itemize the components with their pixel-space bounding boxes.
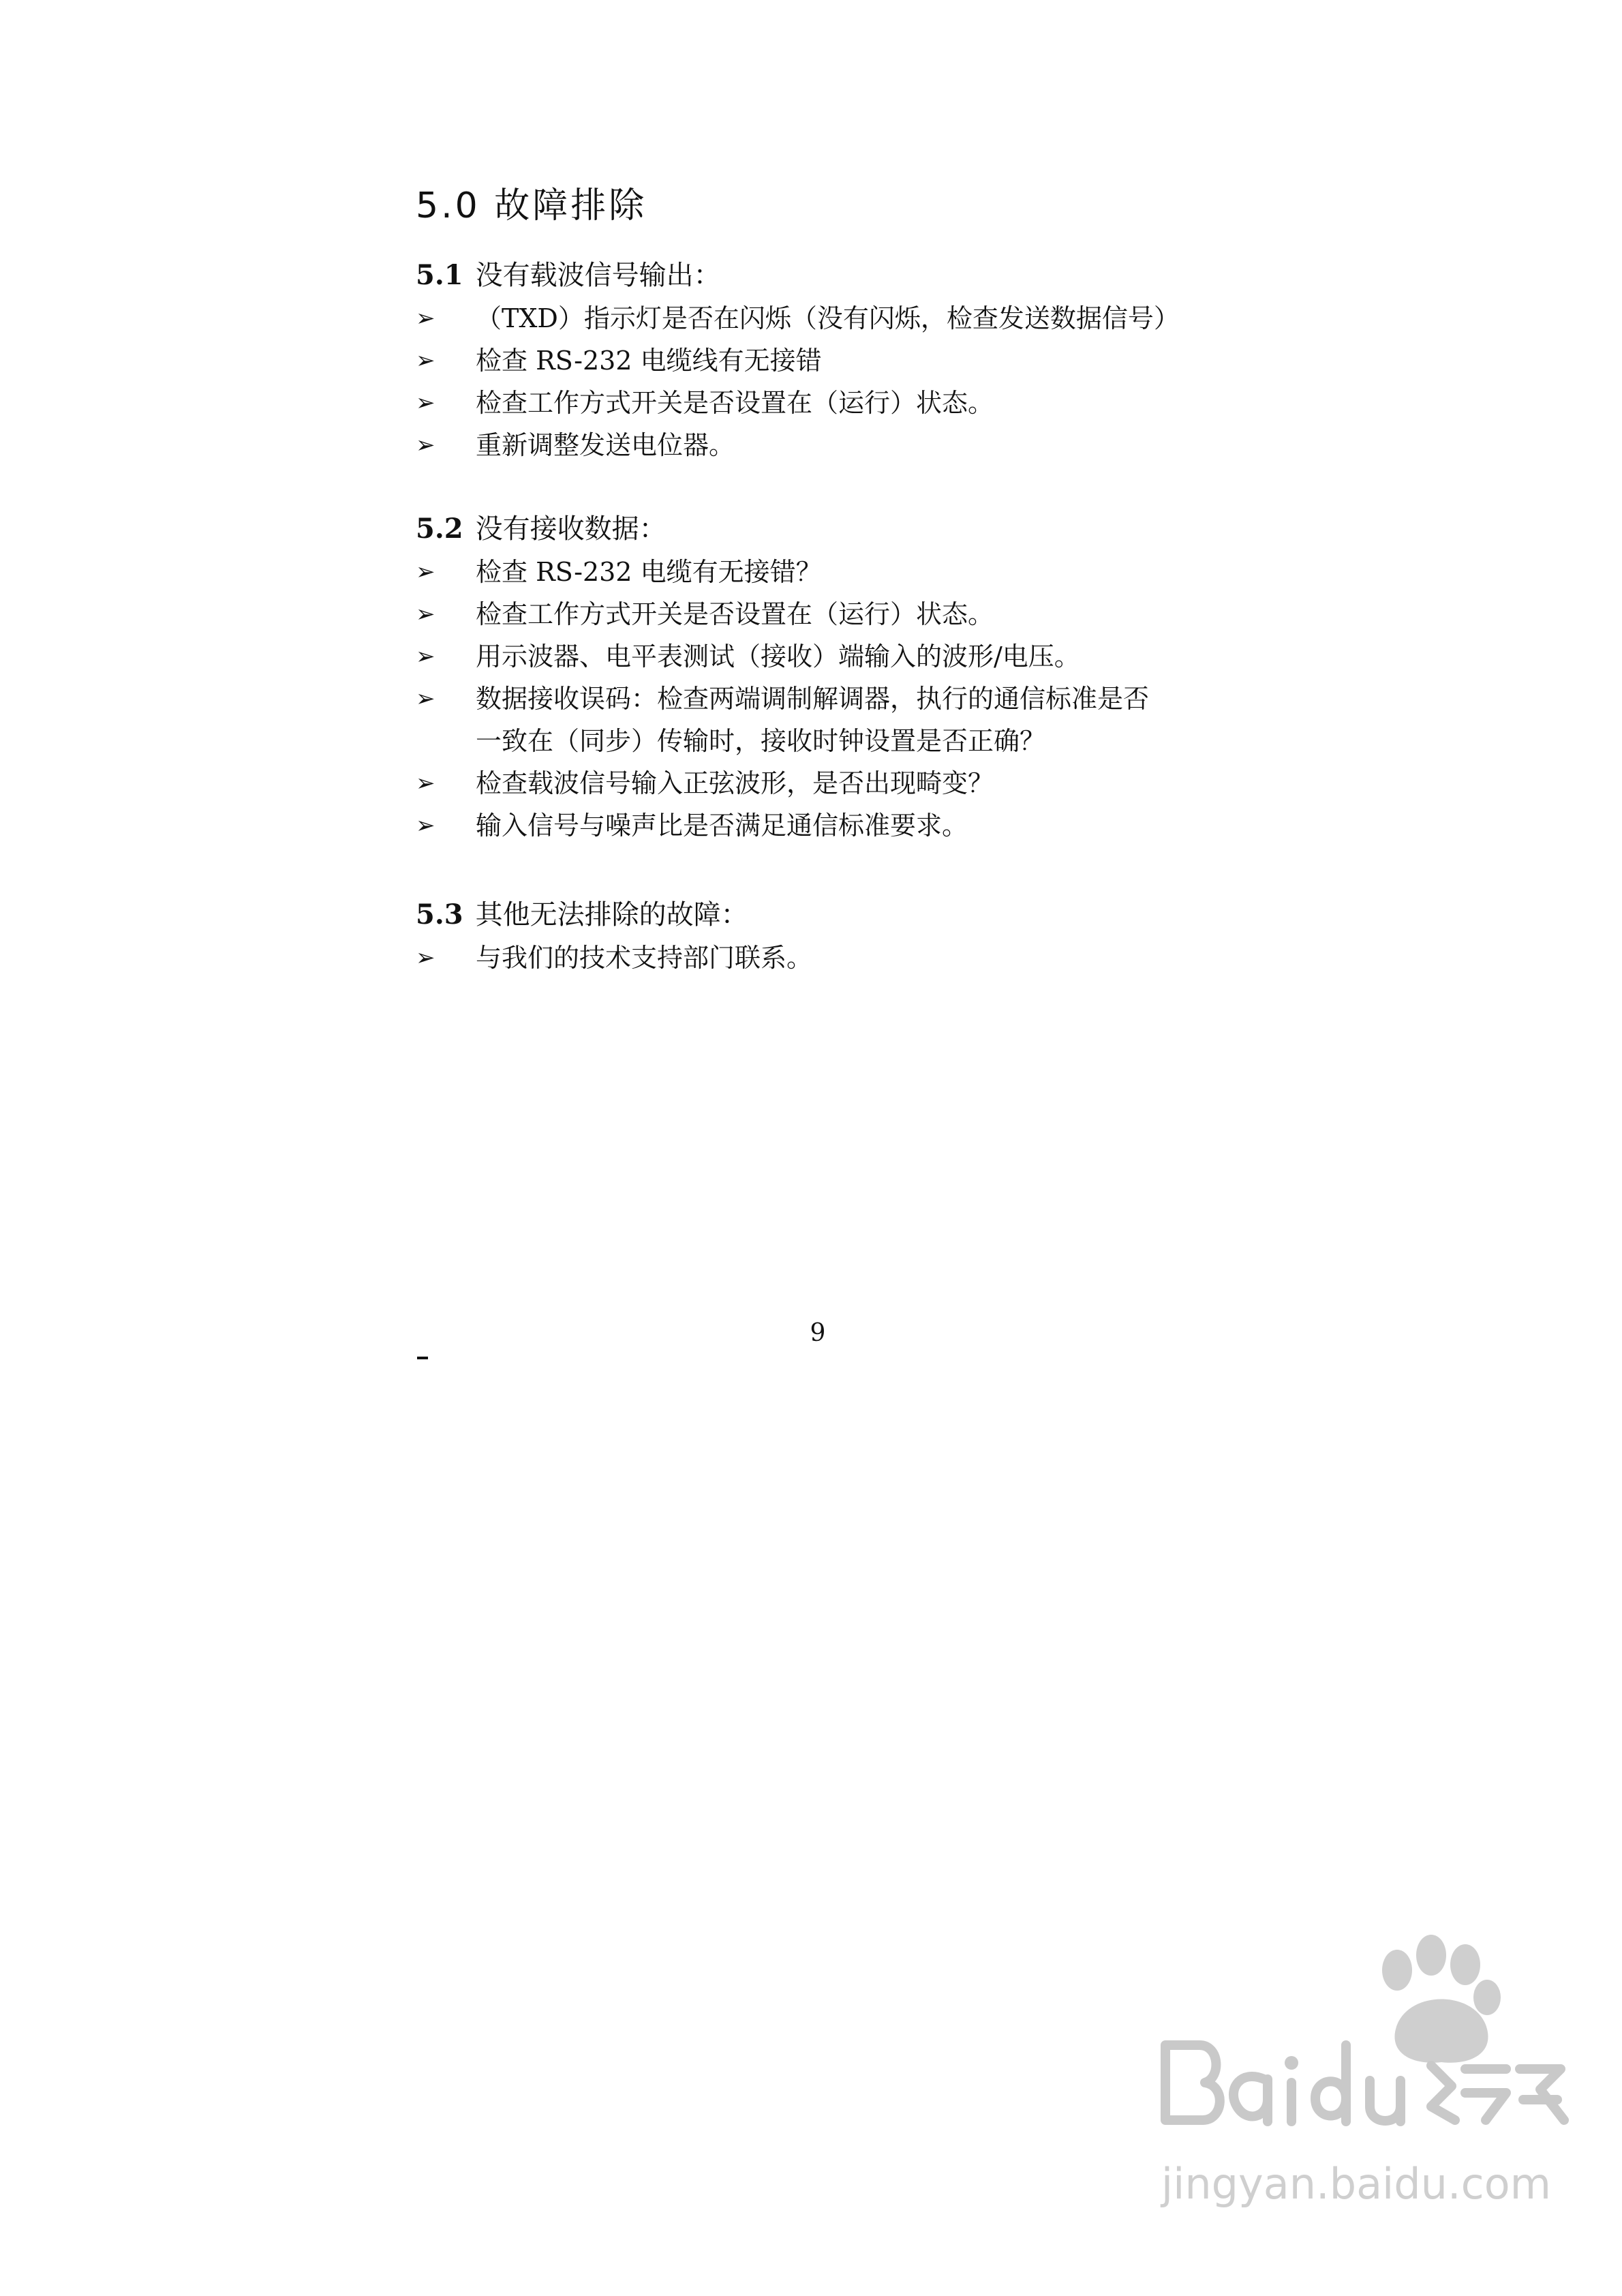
arrow-bullet-icon: ➢ xyxy=(416,770,435,797)
section-heading-text: 其他无法排除的故障： xyxy=(475,899,748,931)
list-item-text: 检查 RS-232 电缆线有无接错 xyxy=(476,346,822,376)
list-item xyxy=(416,762,1336,804)
list-item-text: 数据接收误码：检查两端调制解调器，执行的通信标准是否 一致在（同步）传输时，接收时钟设置是否正确？ xyxy=(476,684,1150,756)
list-item-text: 检查 RS-232 电缆有无接错？ xyxy=(476,557,822,587)
list-item xyxy=(416,551,1336,593)
section-5-1 xyxy=(416,254,1336,466)
section-number: 5.2 xyxy=(416,513,463,545)
list-item xyxy=(416,804,1336,847)
list-item xyxy=(416,678,1336,762)
list-item-text: （TXD）指示灯是否在闪烁（没有闪烁，检查发送数据信号） xyxy=(476,303,1180,333)
arrow-bullet-icon: ➢ xyxy=(416,601,435,628)
list-item xyxy=(416,635,1336,678)
list-item xyxy=(416,382,1336,424)
arrow-bullet-icon: ➢ xyxy=(416,643,435,670)
section-heading xyxy=(416,507,1336,551)
list-item-text: 重新调整发送电位器。 xyxy=(476,430,735,460)
list-item-text: 检查载波信号输入正弦波形，是否出现畸变？ xyxy=(476,768,994,798)
section-number: 5.1 xyxy=(416,259,463,291)
list-item xyxy=(416,339,1336,382)
section-heading-text: 没有载波信号输出： xyxy=(475,260,721,291)
page-number: 9 xyxy=(810,1319,826,1347)
baidu-jingyan-watermark-logo xyxy=(1152,1922,1588,2250)
list-item-text: 检查工作方式开关是否设置在（运行）状态。 xyxy=(476,599,994,629)
arrow-bullet-icon: ➢ xyxy=(416,812,435,839)
list-item-text: 检查工作方式开关是否设置在（运行）状态。 xyxy=(476,388,994,418)
troubleshooting-list xyxy=(416,937,1336,979)
section-heading-text: 没有接收数据： xyxy=(475,513,667,545)
arrow-bullet-icon: ➢ xyxy=(416,432,435,459)
section-5-3 xyxy=(416,893,1336,979)
arrow-bullet-icon: ➢ xyxy=(416,347,435,374)
section-heading xyxy=(416,254,1336,297)
section-heading xyxy=(416,893,1336,937)
list-item-text: 与我们的技术支持部门联系。 xyxy=(476,943,813,973)
list-item xyxy=(416,593,1336,635)
list-item xyxy=(416,424,1336,466)
list-item xyxy=(416,297,1336,339)
arrow-bullet-icon: ➢ xyxy=(416,558,435,586)
section-5-2 xyxy=(416,507,1336,847)
troubleshooting-list xyxy=(416,551,1336,847)
page-title: 5.0 故障排除 xyxy=(416,185,647,226)
section-number: 5.3 xyxy=(416,898,463,931)
list-item-text: 输入信号与噪声比是否满足通信标准要求。 xyxy=(476,811,968,841)
list-item-text: 用示波器、电平表测试（接收）端输入的波形/电压。 xyxy=(476,641,1080,671)
arrow-bullet-icon: ➢ xyxy=(416,685,435,712)
footer-mark xyxy=(417,1357,428,1359)
list-item xyxy=(416,937,1336,979)
arrow-bullet-icon: ➢ xyxy=(416,389,435,417)
troubleshooting-list xyxy=(416,297,1336,466)
arrow-bullet-icon: ➢ xyxy=(416,305,435,332)
watermark-url-text: jingyan.baidu.com xyxy=(1161,2159,1552,2209)
arrow-bullet-icon: ➢ xyxy=(416,944,435,971)
